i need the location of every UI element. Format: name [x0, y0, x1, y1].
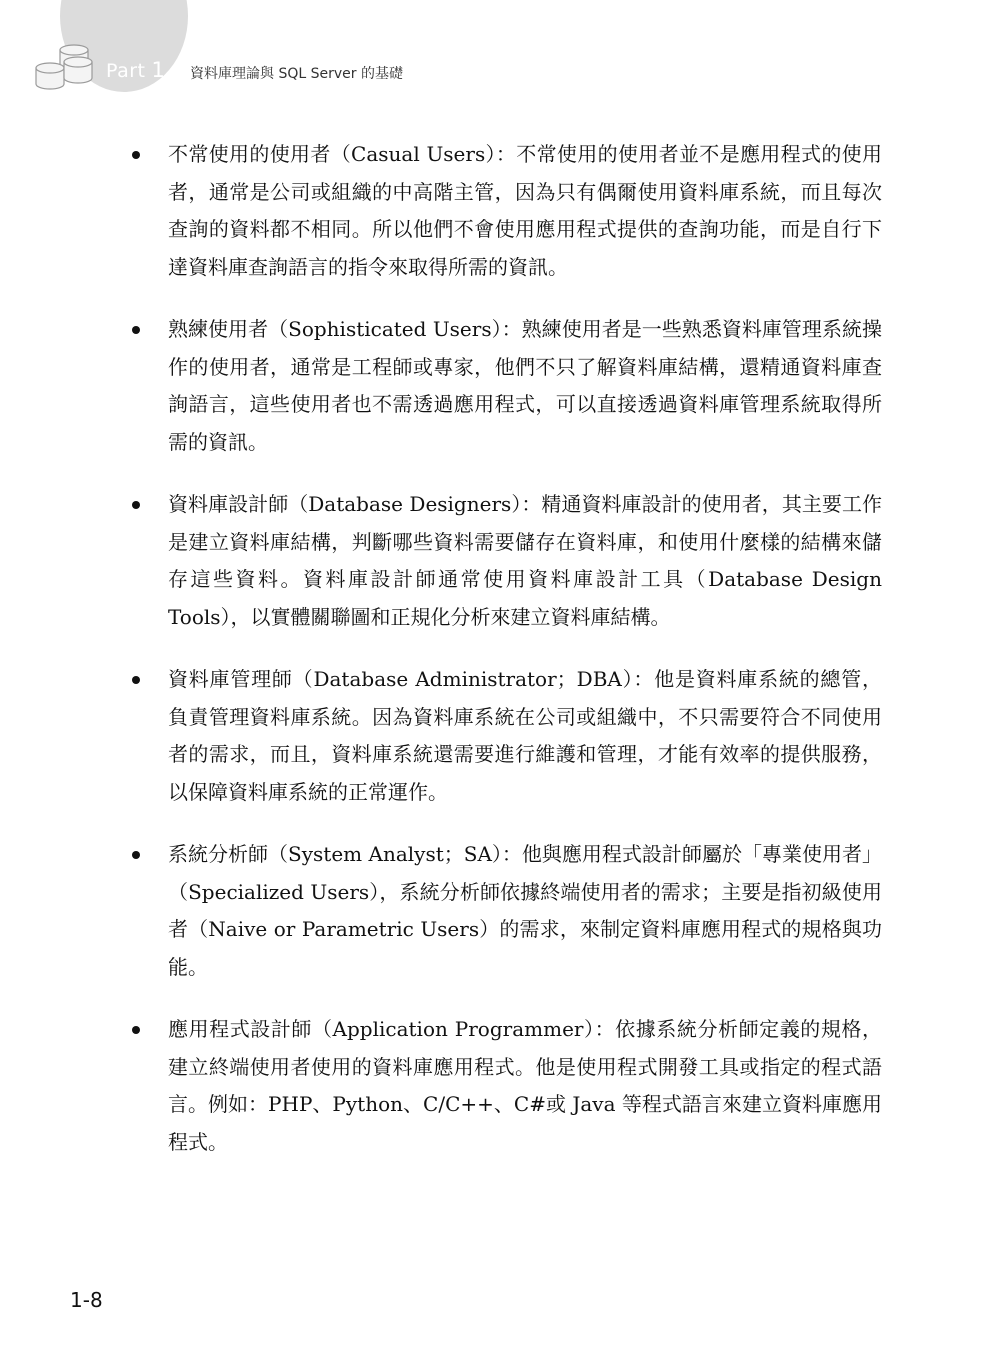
bullet-dot-icon — [132, 676, 140, 684]
bullet-dot-icon — [132, 326, 140, 334]
bullet-text: 資料庫管理師（Database Administrator；DBA）：他是資料庫系統的總管，負責管理資料庫系統。因為資料庫系統在公司或組織中，不只需要符合不同使用者的需求，而且，資料庫系統還需要進行維護和管理，才能有效率的提供服務，以保障資料庫系統的正常運作。 — [168, 667, 882, 804]
bullet-text: 應用程式設計師（Application Programmer）：依據系統分析師定義的規格，建立終端使用者使用的資料庫應用程式。他是使用程式開發工具或指定的程式語言。例如：PHP、Python、C/C++、C#或 Java 等程式語言來建立資料庫應用程式。 — [168, 1017, 882, 1154]
database-icon — [26, 32, 106, 96]
bullet-dot-icon — [132, 151, 140, 159]
bullet-casual-users — [130, 136, 882, 286]
bullet-text: 資料庫設計師（Database Designers）：精通資料庫設計的使用者，其主要工作是建立資料庫結構，判斷哪些資料需要儲存在資料庫，和使用什麼樣的結構來儲存這些資料。資料庫設計師通常使用資料庫設計工具（Database Design Tools），以實體關聯圖和正規化分析來建立資料庫結構。 — [168, 492, 882, 629]
bullet-application-programmer — [130, 1011, 882, 1161]
part-text: Part — [106, 60, 146, 82]
bullet-database-administrator — [130, 661, 882, 811]
bullet-database-designers — [130, 486, 882, 636]
bullet-text: 系統分析師（System Analyst；SA）：他與應用程式設計師屬於「專業使用者」（Specialized Users），系統分析師依據終端使用者的需求；主要是指初級使用者（Naive or Parametric Users）的需求，來制定資料庫應用程式的規格與功能。 — [168, 842, 882, 979]
chapter-title: 資料庫理論與 SQL Server 的基礎 — [190, 66, 403, 82]
bullet-text: 不常使用的使用者（Casual Users）：不常使用的使用者並不是應用程式的使用者，通常是公司或組織的中高階主管，因為只有偶爾使用資料庫系統，而且每次查詢的資料都不相同。所以他們不會使用應用程式提供的查詢功能，而是自行下達資料庫查詢語言的指令來取得所需的資訊。 — [168, 142, 882, 279]
bullet-dot-icon — [132, 851, 140, 859]
bullet-sophisticated-users — [130, 311, 882, 461]
part-label — [106, 58, 165, 82]
page-number: 1-8 — [70, 1288, 103, 1312]
bullet-dot-icon — [132, 1026, 140, 1034]
bullet-dot-icon — [132, 501, 140, 509]
bullet-text: 熟練使用者（Sophisticated Users）：熟練使用者是一些熟悉資料庫管理系統操作的使用者，通常是工程師或專家，他們不只了解資料庫結構，還精通資料庫查詢語言，這些使用者也不需透過應用程式，可以直接透過資料庫管理系統取得所需的資訊。 — [168, 317, 882, 454]
part-number: 1 — [151, 58, 166, 82]
bullet-list — [130, 136, 882, 1186]
bullet-system-analyst — [130, 836, 882, 986]
